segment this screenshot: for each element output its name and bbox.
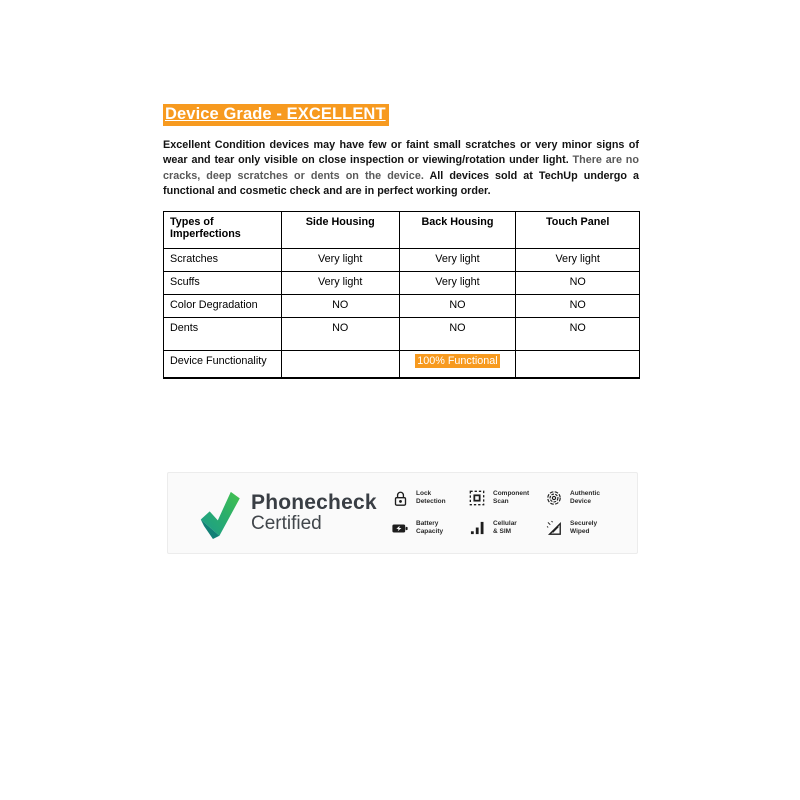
brand-text — [251, 492, 377, 535]
functional-highlight: 100% Functional — [417, 355, 498, 367]
cell-value: NO — [516, 318, 640, 351]
cell-value — [516, 351, 640, 378]
header-side-housing: Side Housing — [281, 212, 399, 249]
header-types-of-imperfections: Types of Imperfections — [164, 212, 282, 249]
cell-value: NO — [516, 272, 640, 295]
cell-value: Very light — [516, 249, 640, 272]
feature-label: Component Scan — [493, 489, 530, 505]
feature-battery-capacity — [392, 520, 469, 537]
fingerprint-icon — [546, 490, 562, 507]
cell-value — [281, 351, 399, 378]
cell-value: Very light — [281, 249, 399, 272]
brand-name: Phonecheck — [251, 490, 377, 514]
title-block — [163, 104, 389, 126]
cell-value: Very light — [399, 249, 516, 272]
phonecheck-logo — [194, 487, 377, 539]
battery-icon — [392, 520, 408, 537]
row-label: Dents — [164, 318, 282, 351]
row-label: Scratches — [164, 249, 282, 272]
intro-paragraph — [163, 138, 639, 200]
intro-sentence-2: There are no cracks, deep scratches or dents on the device. — [163, 154, 639, 182]
feature-component-scan — [469, 490, 546, 507]
wipe-icon — [546, 520, 562, 537]
checkmark-logo-icon — [194, 487, 240, 539]
feature-label: Lock Detection — [416, 489, 446, 505]
table-row — [164, 351, 640, 378]
feature-label: Cellular & SIM — [493, 519, 517, 535]
imperfections-table — [163, 211, 640, 379]
table-header-row — [164, 212, 640, 249]
feature-label: Authentic Device — [570, 489, 600, 505]
phonecheck-certified-panel — [167, 472, 638, 554]
lock-icon — [392, 490, 408, 507]
signal-bars-icon — [469, 520, 485, 537]
row-label: Scuffs — [164, 272, 282, 295]
feature-securely-wiped — [546, 520, 623, 537]
table-row — [164, 295, 640, 318]
row-label: Color Degradation — [164, 295, 282, 318]
header-touch-panel: Touch Panel — [516, 212, 640, 249]
page-title: Device Grade - EXCELLENT — [163, 104, 389, 126]
cell-value: Very light — [281, 272, 399, 295]
row-label: Device Functionality — [164, 351, 282, 378]
cell-value: NO — [516, 295, 640, 318]
cell-value: NO — [399, 295, 516, 318]
feature-authentic-device — [546, 490, 623, 507]
cell-value: NO — [399, 318, 516, 351]
feature-cellular-sim — [469, 520, 546, 537]
component-scan-icon — [469, 490, 485, 507]
table-row — [164, 249, 640, 272]
certification-features — [392, 490, 623, 537]
table-row — [164, 272, 640, 295]
table-row — [164, 318, 640, 351]
cell-value — [399, 351, 516, 378]
intro-sentence-1: Excellent Condition devices may have few or faint small scratches or very minor signs of wear and tear only visible on close inspection or viewing/rotation under light. — [163, 139, 639, 167]
feature-lock-detection — [392, 490, 469, 507]
cell-value: NO — [281, 295, 399, 318]
header-back-housing: Back Housing — [399, 212, 516, 249]
cell-value: Very light — [399, 272, 516, 295]
cell-value: NO — [281, 318, 399, 351]
feature-label: Securely Wiped — [570, 519, 598, 535]
feature-label: Battery Capacity — [416, 519, 444, 535]
brand-subtitle: Certified — [251, 512, 322, 534]
intro-sentence-3: All devices sold at TechUp undergo a functional and cosmetic check and are in perfect working order. — [163, 169, 639, 198]
